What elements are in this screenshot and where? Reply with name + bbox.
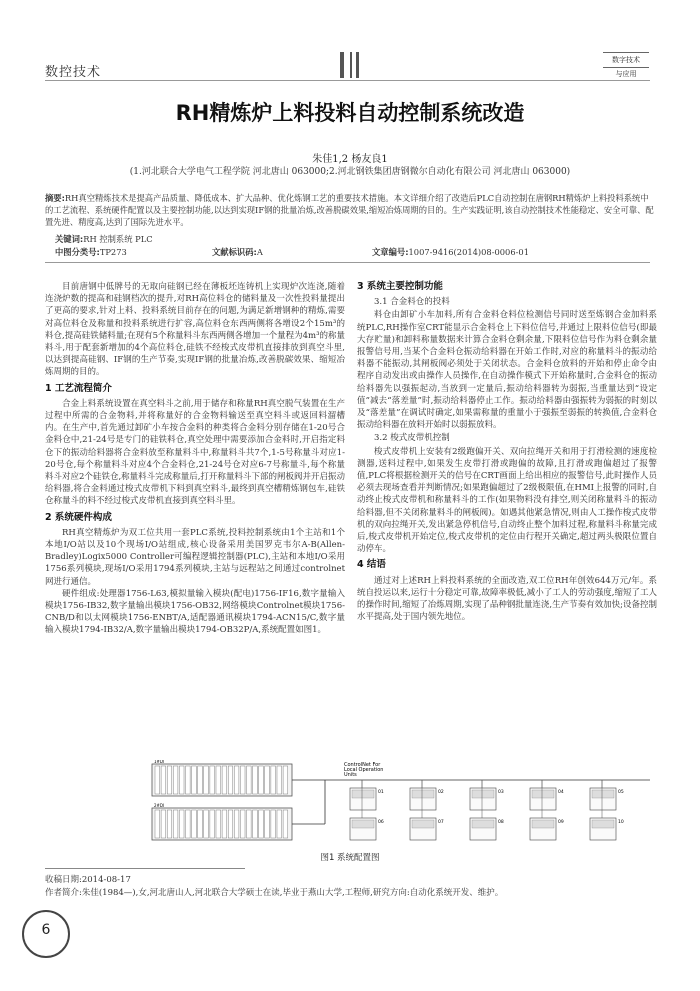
meta-article-label: 文章编号: — [372, 247, 409, 257]
io-node-module — [352, 820, 374, 828]
abstract — [45, 192, 655, 228]
section-3-heading: 3 系统主要控制功能 — [357, 281, 443, 292]
rack-slot — [228, 766, 233, 794]
io-node-module — [532, 820, 554, 828]
rack-slot — [210, 766, 215, 794]
rack-slot — [155, 766, 160, 794]
section-3-2-body: 梭式皮带机上安装有2级跑偏开关、双向拉绳开关和用于打滑检测的速度检测器,送料过程中,如果发生皮带打滑或跑偏的故障,且打滑或跑偏超过了报警值,PLC将根据检测开关的信号在CRT画面上给出相应的报警信号,此时操作人员必须去现场查看并判断情况;如果跑偏超过了2级极限值,在HMI上报警的同时,自动终止梭式皮带机和称量料斗的工作(如果物料没有排空,则关闭称量料斗的振动给料器,但不关闭称量料斗的闸板阀)。如遇其他紧急情况,则由人工操作梭式皮带机的双向拉绳开关,发出紧急停机信号,自动终止整个加料过程,称量料斗称量完成后,梭式皮带机开始定位,梭式皮带机的定位由行程开关确定,超过两头极限位置自动停车。 — [357, 446, 657, 555]
rack-slot — [179, 810, 184, 838]
rack-slot — [198, 766, 203, 794]
rack-slot — [198, 810, 203, 838]
io-node-label: 05 — [618, 790, 624, 795]
rack-slot — [216, 810, 221, 838]
io-node-label: 06 — [378, 820, 384, 825]
section-2-para-1: RH真空精炼炉为双工位共用一套PLC系统,投料控制系统由1个主站和1个本地I/O站以及10个现场I/O站组成,核心设备采用美国罗克韦尔A-B(Allen-Bradley)Logix5000 Controller可编程逻辑控制器(PLC),主站和本地I/O采用1756系列模块,现场I/O采用1794系列模块,主站与远程站之间通过controlnet网进行通信。 — [45, 527, 345, 587]
section-4-heading: 4 结语 — [357, 559, 386, 571]
rack-b-label: 2#DI — [154, 803, 165, 808]
abstract-text: RH真空精炼技术是提高产品质量、降低成本、扩大品种、优化炼钢工艺的重要技术措施。本文详细介绍了改造后PLC自动控制在唐钢RH精炼炉上料投料系统中的工艺流程、系统硬件配置以及主要控制功能,以达到实现IF钢的批量冶炼,改善脱碳效果,缩短冶炼周期的目的。生产实践证明,该自动控制技术性能稳定、安全可靠、配置先进、精度高,达到了国际先进水平。 — [45, 193, 654, 227]
rack-slot — [222, 766, 227, 794]
meta-clc — [55, 246, 127, 258]
io-node-module — [352, 790, 374, 798]
badge-top-text: 数字技术 — [603, 52, 649, 68]
header-bar-decoration — [356, 52, 359, 78]
right-column — [357, 281, 657, 623]
rack-slot — [247, 766, 252, 794]
rack-slot — [210, 810, 215, 838]
rack-slot — [204, 810, 209, 838]
rack-slot — [240, 810, 245, 838]
header-divider — [45, 80, 650, 81]
rack-slot — [277, 810, 282, 838]
rack-slot — [155, 810, 160, 838]
rack-slot — [265, 810, 270, 838]
rack-slot — [186, 766, 191, 794]
io-node-label: 09 — [558, 820, 564, 825]
rack-slot — [173, 766, 178, 794]
io-node-label: 03 — [498, 790, 504, 795]
meta-clc-value: TP273 — [99, 247, 127, 257]
net-label-2: Local Operation — [344, 767, 384, 773]
meta-divider — [45, 262, 650, 263]
io-node-module — [592, 820, 614, 828]
header-bar-decoration — [350, 52, 352, 78]
paper-title: RH精炼炉上料投料自动控制系统改造 — [175, 101, 525, 125]
left-column — [45, 281, 345, 637]
rack-slot — [161, 810, 166, 838]
meta-clc-label: 中图分类号: — [55, 247, 100, 257]
net-label-1: ControlNet For — [344, 762, 381, 768]
system-configuration-figure — [150, 760, 655, 848]
io-node-module — [532, 790, 554, 798]
section-3-1-heading: 3.1 合金料仓的投料 — [374, 297, 450, 308]
rack-slot — [277, 766, 282, 794]
keywords-text: RH 控制系统 PLC — [83, 234, 153, 244]
section-1-body: 合金上料系统设置在真空料斗之前,用于储存和称量RH真空脱气装置在生产过程中所需的合金物料,并将称量好的合金物料输送至真空料斗或返回料溜槽内。在生产中,首先通过卸矿小车按合金料的种类将合金料分别存储在1-20号合金料仓中,21-24号是专门的硅铁料仓,真空处理中需要添加合金料时,开启指定料仓下的振动给料器将合金料放至称量料斗中,称量料斗共7个,1-5号称量斗对应1-20号仓,每个称量料斗对应4个合金料仓,21-24号仓对应6-7号称量斗,每个称量料斗对应2个硅铁仓,称量料斗完成称量后,打开称量料斗下部的闸板阀并开启振动给料器,将合金料通过梭式皮带机下料到真空料斗,最终到真空槽精炼钢包车,硅铁仓称量斗的料不经过梭式皮带机直接到真空料斗里。 — [45, 398, 345, 507]
rack-slot — [271, 766, 276, 794]
meta-doc-value: A — [256, 247, 263, 257]
io-node-module — [412, 790, 434, 798]
paper-authors: 朱佳1,2 杨友良1 — [312, 154, 388, 165]
rack-slot — [265, 766, 270, 794]
rack-slot — [271, 810, 276, 838]
rack-slot — [283, 766, 288, 794]
rack-a-label: 1#DI — [154, 760, 165, 764]
received-date: 收稿日期:2014-08-17 — [45, 875, 131, 885]
badge-bottom-text: 与应用 — [603, 68, 649, 81]
io-node-label: 04 — [558, 790, 564, 795]
io-node-label: 02 — [438, 790, 444, 795]
rack-slot — [216, 766, 221, 794]
section-3-1-body: 料仓由卸矿小车加料,所有合金料仓料位检测信号同时送至炼钢合金加料系统PLC,RH操作室CRT能显示合金料仓上下料位信号,并通过上限料位信号(即最大存贮量)和卸料称量数据来计算合金料仓剩余量,下限料位信号作为料仓剩余量报警信号用,当某个合金料仓振动给料器在开始工作时,对应的称量料斗的振动给料器不能振动,其闸板阀必须处于关闭状态。合金料仓放料的开始和停止命令由程序自动发出或由操作人员操作,在自动操作模式下开始称量时,合金料仓的振动给料器先以强振起动,当放到一定量后,振动给料器转为弱振,当重量达到“设定值”减去“落差量”时,振动给料器停止工作。振动给料器由强振转为弱振的时刻以及“落差量”在调试时确定,如果需称量的重量小于强振至弱振的转换值,合金料仓振动给料器在放料开始时以弱振放料。 — [357, 310, 657, 431]
rack-slot — [192, 766, 197, 794]
rack-slot — [204, 766, 209, 794]
rack-slot — [222, 810, 227, 838]
io-node-label: 08 — [498, 820, 504, 825]
footnote-divider — [45, 868, 245, 869]
rack-slot — [186, 810, 191, 838]
io-node-label: 10 — [618, 820, 624, 825]
io-node-label: 07 — [438, 820, 444, 825]
rack-slot — [228, 810, 233, 838]
journal-section-title: 数控技术 — [45, 65, 102, 80]
section-2-heading: 2 系统硬件构成 — [45, 511, 112, 523]
rack-slot — [259, 766, 264, 794]
io-node-module — [592, 790, 614, 798]
net-label-3: Units — [344, 772, 357, 778]
section-1-heading: 1 工艺流程简介 — [45, 382, 112, 394]
abstract-label: 摘要: — [45, 193, 65, 203]
keywords — [55, 233, 153, 245]
io-node-module — [472, 820, 494, 828]
rack-slot — [247, 810, 252, 838]
rack-slot — [234, 766, 239, 794]
meta-article — [372, 246, 529, 258]
section-4-body: 通过对上述RH上料投料系统的全面改造,双工位RH年创效644万元/年。系统自投运以来,运行十分稳定可靠,故障率极低,减小了工人的劳动强度,缩短了工人的操作时间,缩短了冶炼周期,实现了品种钢批量连浇,生产节奏有效加快;设备控制水平提高,处于国内领先地位。 — [357, 575, 657, 623]
meta-doc-label: 文献标识码: — [212, 247, 257, 257]
rack-slot — [167, 766, 172, 794]
rack-slot — [234, 810, 239, 838]
rack-slot — [161, 766, 166, 794]
figure-caption: 图1 系统配置图 — [320, 853, 380, 863]
author-bio: 作者简介:朱佳(1984—),女,河北唐山人,河北联合大学硕士在读,毕业于燕山大学,工程师,研究方向:自动化系统开发、维护。 — [45, 888, 504, 898]
rack-slot — [240, 766, 245, 794]
page-number: 6 — [41, 922, 51, 938]
io-node-label: 01 — [378, 790, 384, 795]
io-node-module — [472, 790, 494, 798]
keywords-label: 关键词: — [55, 234, 84, 244]
rack-slot — [179, 766, 184, 794]
intro-paragraph: 目前唐钢中低牌号的无取向硅钢已经在薄板坯连铸机上实现炉次连浇,随着连浇炉数的提高和硅钢档次的提升,对RH高位料仓的储料量及一次性投料量提出了更高的要求,针对上料、投料系统目前存在的问题,为满足新增钢种的精炼,需要对高位料仓及称量和投料系统进行扩容,高位料仓东西两侧将各增设2个15m³的料仓,提高硅铁储料量;在现有5个称量料斗东西两侧各增加一个量程为4m³的称量料斗,用于配套新增加的4个高位料仓,硅铁不经梭式皮带机直接排放到真空斗里,以达到提高硅钢、IF钢的生产节奏,实现IF钢的批量冶炼,改善脱碳效果、缩短冶炼周期的目的。 — [45, 282, 345, 378]
rack-slot — [173, 810, 178, 838]
meta-doc — [212, 246, 263, 258]
section-3-2-heading: 3.2 梭式皮带机控制 — [374, 433, 450, 444]
section-2-para-2: 硬件组成:处理器1756-L63,模拟量输入模块(配电)1756-IF16,数字量输入模块1756-IB32,数字量输出模块1756-OB32,网络模块Controlnet模块1756-CNB/D和以太网模块1756-ENBT/A,适配器通讯模块1794-ACN15/C,数字量输入模块1794-IB32/A,数字量输出模块1794-OB32P/A,系统配置如图1。 — [45, 588, 345, 636]
journal-badge — [603, 52, 649, 82]
meta-article-value: 1007-9416(2014)08-0006-01 — [408, 247, 529, 257]
paper-affiliation: (1.河北联合大学电气工程学院 河北唐山 063000;2.河北钢铁集团唐钢微尔自动化有限公司 河北唐山 063000) — [129, 167, 571, 177]
header-bar-decoration — [340, 52, 344, 78]
rack-slot — [167, 810, 172, 838]
rack-slot — [259, 810, 264, 838]
rack-slot — [253, 810, 258, 838]
rack-slot — [283, 810, 288, 838]
io-node-module — [412, 820, 434, 828]
rack-slot — [192, 810, 197, 838]
rack-slot — [253, 766, 258, 794]
